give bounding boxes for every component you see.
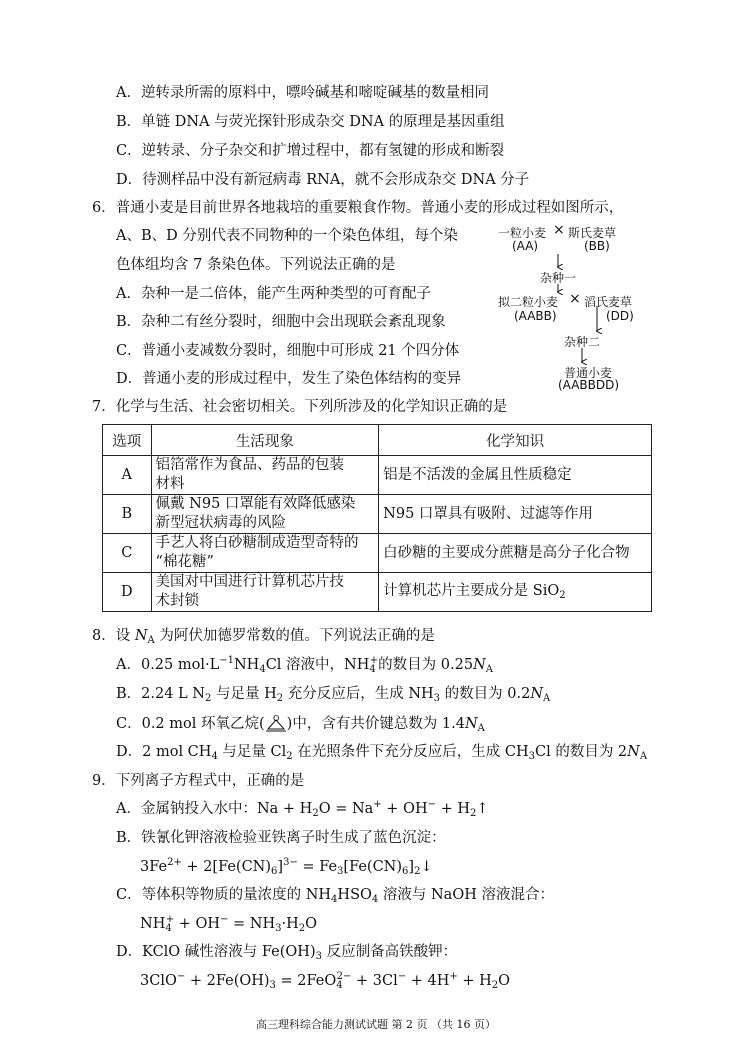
knowledge-text: 计算机芯片主要成分是 SiO: [383, 583, 560, 599]
parent1b-label: 斯氏麦草: [568, 226, 617, 240]
q9-option-c: C．等体积等物质的量浓度的 $NH_4HSO_4$ 溶液与 NaOH 溶液混合：: [116, 887, 554, 905]
q7-table: [102, 424, 652, 612]
q6-stem-line3: 色体组均含 7 条染色体。下列说法正确的是: [116, 257, 396, 273]
parent2b-genome: (DD): [606, 309, 634, 323]
final-wheat-label: 普通小麦: [564, 366, 613, 380]
q6-option-b: B．杂种二有丝分裂时，细胞中会出现联会紊乱现象: [116, 314, 446, 330]
phenomenon-line1: 手艺人将白砂糖制成造型奇特的: [155, 535, 359, 551]
q6-stem-line1: 6．普通小麦是目前世界各地栽培的重要粮食作物。普通小麦的形成过程如图所示，: [92, 200, 624, 216]
q8-option-c: C．0.2 mol 环氧乙烷( O )中，含有共价键总数为 $1.4N_A$: [116, 714, 485, 734]
page-footer: 高三理科综合能力测试试题 第 2 页 （共 16 页）: [256, 1018, 496, 1031]
row-option: A: [103, 456, 152, 495]
row-phenomenon: [151, 534, 379, 573]
q9-option-d-equation: $3ClO^- + 2Fe(OH)_3 = 2FeO_4^{2-} + 3Cl^- + 4H^+ + H_2O$: [140, 971, 511, 991]
q9-option-a: A．金属钠投入水中：$Na + H_2O = Na^+ + OH^-$ + $H_2↑$: [116, 799, 489, 819]
row-option: B: [103, 495, 152, 534]
hybrid2-label: 杂种二: [564, 335, 601, 349]
diagram-arrows: [492, 218, 662, 398]
q8-stem: 8．设 $N_A$ 为阿伏加德罗常数的值。下列说法正确的是: [92, 628, 435, 646]
q5-option-c: C．逆转录、分子杂交和扩增过程中，都有氢键的形成和断裂: [116, 143, 505, 159]
q5-option-d: D．待测样品中没有新冠病毒 RNA，就不会形成杂交 DNA 分子: [116, 172, 530, 188]
table-row: [103, 456, 652, 495]
phenomenon-line1: 佩戴 N95 口罩能有效降低感染: [155, 496, 356, 512]
row-knowledge: 白砂糖的主要成分蔗糖是高分子化合物: [379, 534, 652, 573]
q8-option-b: B．2.24 L $N_2$ 与足量 $H_2$ 充分反应后，生成 $NH_3$ 的数目为 $0.2N_A$: [116, 686, 551, 704]
table-row: [103, 495, 652, 534]
phenomenon-line1: 美国对中国进行计算机芯片技: [155, 574, 345, 590]
q7-stem: 7．化学与生活、社会密切相关。下列所涉及的化学知识正确的是: [92, 399, 508, 415]
parent2a-genome: (AABB): [514, 309, 557, 323]
cross-symbol-1: ×: [553, 222, 565, 238]
row-knowledge: 铝是不活泼的金属且性质稳定: [379, 456, 652, 495]
phenomenon-line2: 新型冠状病毒的风险: [155, 515, 287, 531]
q9-option-b: B．铁氰化钾溶液检验亚铁离子时生成了蓝色沉淀：: [116, 830, 446, 846]
svg-text:O: O: [272, 714, 279, 723]
phenomenon-line2: 术封锁: [155, 593, 200, 609]
parent1a-label: 一粒小麦: [498, 226, 547, 240]
row-phenomenon: [151, 456, 379, 495]
cross-symbol-2: ×: [569, 291, 581, 307]
row-option: C: [103, 534, 152, 573]
q6-option-d: D．普通小麦的形成过程中，发生了染色体结构的变异: [116, 371, 462, 387]
q8-option-a: A．0.25 $mol\cdot L^{-1}NH_4Cl$ 溶液中，$NH_4^+$的数目为 $0.25N_A$: [116, 655, 493, 675]
phenomenon-line2: 材料: [155, 476, 185, 492]
q9-option-d: D．KClO 碱性溶液与 $Fe(OH)_3$ 反应制备高铁酸钾：: [116, 944, 458, 962]
table-header-row: [103, 425, 652, 456]
final-wheat-genome: (AABBDD): [558, 378, 620, 392]
q9-stem: 9．下列离子方程式中，正确的是: [92, 773, 305, 789]
header-phenomenon: 生活现象: [151, 425, 379, 456]
q6-option-a: A．杂种一是二倍体，能产生两种类型的可育配子: [116, 286, 431, 302]
q5-option-a: A．逆转录所需的原料中，嘌呤碱基和嘧啶碱基的数量相同: [116, 85, 489, 101]
row-phenomenon: [151, 573, 379, 612]
parent1b-genome: (BB): [584, 239, 610, 253]
q8-option-d: D．2 mol $CH_4$ 与足量 $Cl_2$ 在光照条件下充分反应后，生成 $CH_3Cl$ 的数目为 $2N_A$: [116, 744, 648, 762]
q9-option-b-equation: $3Fe^{2+} + 2[Fe(CN)_6]^{3-}$ = $Fe_3[Fe(CN)_6]_2↓$: [140, 857, 433, 877]
table-row: [103, 573, 652, 612]
phenomenon-line2: “棉花糖”: [155, 554, 214, 570]
row-knowledge: N95 口罩具有吸附、过滤等作用: [379, 495, 652, 534]
epoxyethane-structure-icon: [265, 714, 287, 732]
q9-option-c-equation: $NH_4^+ + OH^- = NH_3\cdot H_2O$: [140, 914, 318, 934]
q6-stem-line2: A、B、D 分别代表不同物种的一个染色体组，每个染: [116, 228, 458, 244]
phenomenon-line1: 铝箔常作为食品、药品的包装: [155, 457, 345, 473]
q5-option-b: B．单链 DNA 与荧光探针形成杂交 DNA 的原理是基因重组: [116, 114, 505, 130]
wheat-hybridization-diagram: [492, 218, 662, 398]
row-knowledge: [379, 573, 652, 612]
subscript: 2: [559, 590, 566, 601]
row-option: D: [103, 573, 152, 612]
row-phenomenon: [151, 495, 379, 534]
q6-option-c: C．普通小麦减数分裂时，细胞中可形成 21 个四分体: [116, 343, 460, 359]
table-row: [103, 534, 652, 573]
parent2b-label: 滔氏麦草: [584, 295, 633, 309]
parent1a-genome: (AA): [512, 239, 539, 253]
header-knowledge: 化学知识: [379, 425, 652, 456]
hybrid1-label: 杂种一: [540, 271, 577, 285]
parent2a-label: 拟二粒小麦: [498, 295, 559, 309]
header-option: 选项: [103, 425, 152, 456]
